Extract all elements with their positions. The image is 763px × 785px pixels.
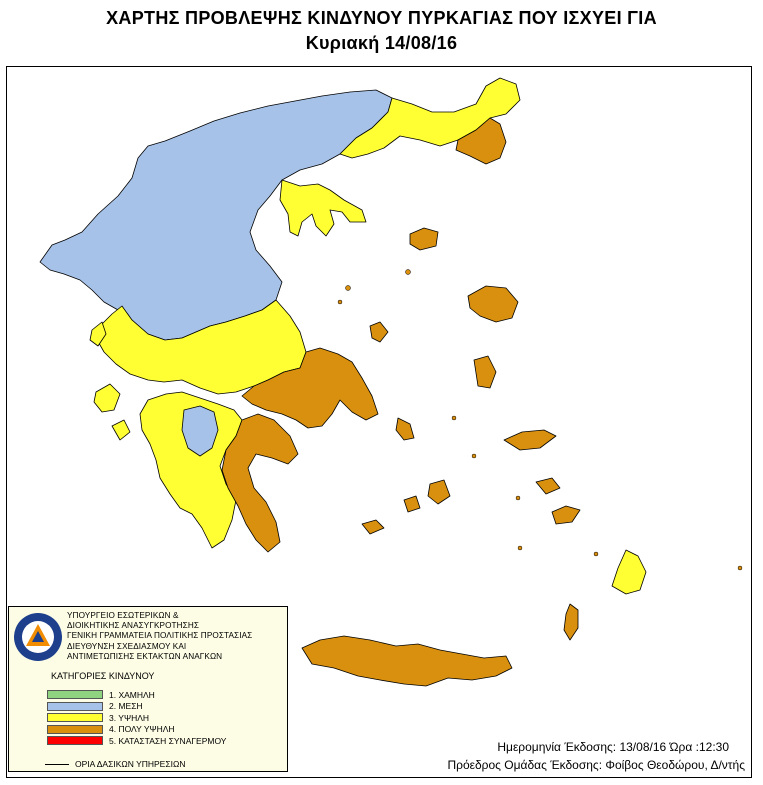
islet-marker [406, 270, 411, 275]
islet-marker [516, 496, 520, 500]
island-thasos-very-high [410, 228, 438, 250]
legend-boundary [45, 759, 185, 769]
agency-line: ΥΠΟΥΡΓΕΙΟ ΕΣΩΤΕΡΙΚΩΝ & [67, 611, 179, 620]
island-lemnos-very-high [370, 322, 388, 342]
legend-swatch [47, 690, 103, 699]
islet-marker [518, 546, 522, 550]
island-paros-very-high [404, 496, 420, 512]
legend-item-alert [47, 735, 226, 747]
legend-swatch [47, 702, 103, 711]
legend-item-very-high [47, 724, 226, 736]
islet-marker [338, 300, 342, 304]
islet-marker [738, 566, 742, 570]
island-lesvos-very-high [468, 286, 518, 322]
legend-item-low [47, 689, 226, 701]
island-chios-very-high [474, 356, 496, 388]
legend-title: ΚΑΤΗΓΟΡΙΕΣ ΚΙΝΔΥΝΟΥ [51, 671, 155, 681]
legend-label: 4. ΠΟΛΥ ΥΨΗΛΗ [109, 724, 175, 735]
legend-swatch [47, 736, 103, 745]
island-zakynthos-high [112, 420, 130, 440]
boundary-label: ΟΡΙΑ ΔΑΣΙΚΩΝ ΥΠΗΡΕΣΙΩΝ [75, 759, 186, 769]
island-rhodes-high [612, 550, 646, 594]
civil-protection-logo-icon [12, 611, 64, 663]
issuer-text: Πρόεδρος Ομάδας Έκδοσης: Φοίβος Θεοδώρου, Δ/ντής [447, 758, 745, 772]
issue-date-text: Ημερομηνία Έκδοσης: 13/08/16 Ώρα :12:30 [497, 740, 729, 754]
island-samos-very-high [504, 430, 556, 450]
islet-marker [472, 454, 476, 458]
island-kos-very-high [536, 478, 560, 494]
island-milos-very-high [362, 520, 384, 534]
islet-marker [346, 286, 351, 291]
legend-item-medium [47, 701, 226, 713]
map-title: ΧΑΡΤΗΣ ΠΡΟΒΛΕΨΗΣ ΚΙΝΔΥΝΟΥ ΠΥΡΚΑΓΙΑΣ ΠΟΥ ΙΣΧΥΕΙ ΓΙΑ [106, 8, 657, 28]
island-andros-very-high [396, 418, 414, 440]
legend-swatch [47, 725, 103, 734]
map-date-subtitle: Κυριακή 14/08/16 [305, 33, 458, 53]
legend-label: 1. ΧΑΜΗΛΗ [109, 689, 155, 700]
agency-line: ΔΙΕΥΘΥΝΣΗ ΣΧΕΔΙΑΣΜΟΥ ΚΑΙ [67, 641, 187, 651]
agency-line: ΔΙΟΙΚΗΤΙΚΗΣ ΑΝΑΣΥΓΚΡΟΤΗΣΗΣ [67, 621, 199, 631]
legend-item-high [47, 712, 226, 724]
island-karpathos-very-high [564, 604, 578, 640]
legend-label: 2. ΜΕΣΗ [109, 701, 143, 712]
agency-text [67, 611, 252, 662]
region-chalkidiki-high [280, 180, 366, 236]
islet-marker [594, 552, 598, 556]
island-kalymnos-very-high [552, 506, 580, 524]
legend-label: 3. ΥΨΗΛΗ [109, 712, 150, 723]
island-naxos-very-high [428, 480, 450, 504]
legend-items [47, 689, 226, 747]
agency-line: ΓΕΝΙΚΗ ΓΡΑΜΜΑΤΕΙΑ ΠΟΛΙΤΙΚΗΣ ΠΡΟΣΤΑΣΙΑΣ [67, 631, 253, 641]
legend-swatch [47, 713, 103, 722]
boundary-line-symbol [45, 764, 69, 765]
legend-label: 5. ΚΑΤΑΣΤΑΣΗ ΣΥΝΑΓΕΡΜΟΥ [109, 735, 227, 746]
island-crete-very-high [302, 636, 512, 686]
agency-line: ΑΝΤΙΜΕΤΩΠΙΣΗΣ ΕΚΤΑΚΤΩΝ ΑΝΑΓΚΩΝ [67, 651, 223, 661]
island-kefalonia-high [94, 384, 120, 412]
islet-marker [452, 416, 456, 420]
legend-panel [8, 606, 288, 772]
